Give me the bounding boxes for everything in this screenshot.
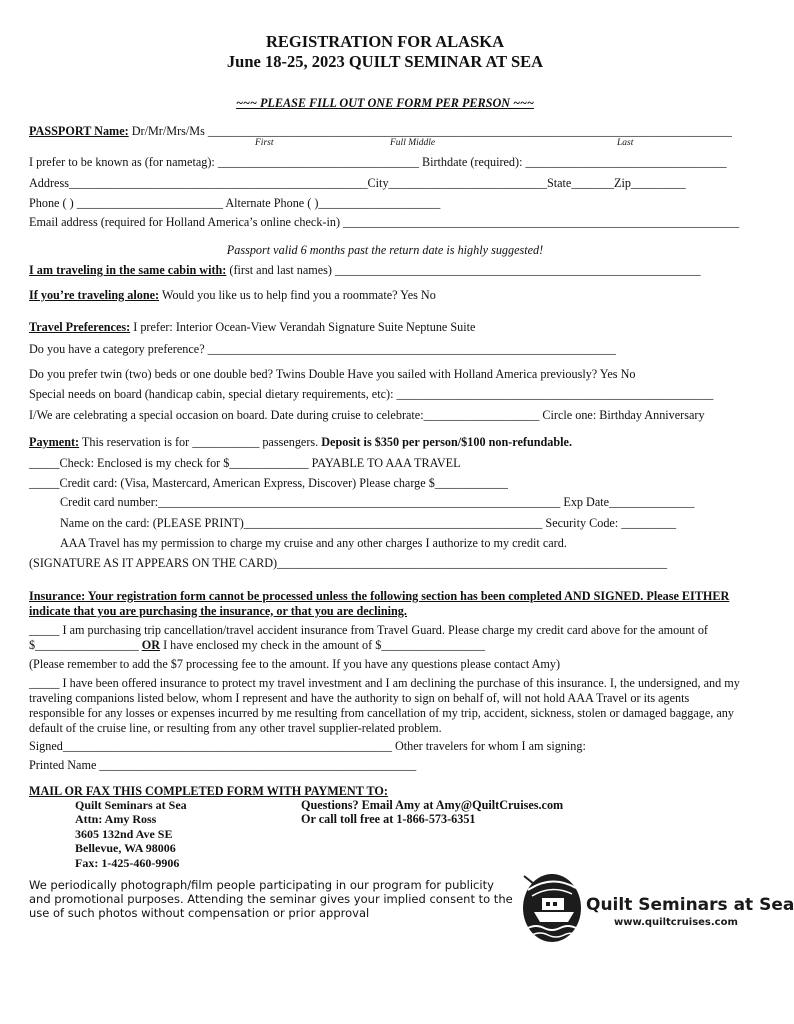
- passport-label: PASSPORT Name:: [29, 124, 129, 138]
- signed-field[interactable]: Signed______________________________________________________ Other travelers for whom I am signing:: [29, 739, 586, 753]
- deposit-text: Deposit is $350 per person/$100 non-refundable.: [321, 435, 573, 449]
- fill-instruction: [0, 96, 770, 110]
- name-hint-middle: Full Middle: [390, 138, 436, 148]
- phone-field[interactable]: Phone ( ) ________________________ Alternate Phone ( )____________________: [29, 196, 441, 210]
- email-text: Email address (required for Holland America’s online check-in) _________________________________________________________________: [29, 215, 740, 229]
- processing-fee-note: (Please remember to add the $7 processing fee to the amount. If you have any questions please contact Amy): [29, 657, 561, 671]
- quilt-seminars-logo: [518, 866, 794, 946]
- travel-preferences[interactable]: [29, 320, 475, 334]
- alone-rest: Would you like us to help find you a roommate? Yes No: [159, 288, 436, 302]
- category-field[interactable]: Do you have a category preference? ___________________________________________________________________: [29, 342, 616, 356]
- roommate-question[interactable]: [29, 288, 436, 302]
- purchase-insurance-option[interactable]: [29, 623, 741, 653]
- payment-passengers[interactable]: [29, 435, 572, 449]
- address-field[interactable]: Address_________________________________________________City__________________________State_______Zip_________: [29, 176, 686, 190]
- passport-note: Passport valid 6 months past the return date is highly suggested!: [226, 243, 544, 257]
- credit-card-option[interactable]: _____Credit card: (Visa, Mastercard, American Express, Discover) Please charge $____________: [29, 476, 508, 490]
- form-title-line2: June 18-25, 2023 QUILT SEMINAR AT SEA: [226, 52, 544, 71]
- permission-statement: AAA Travel has my permission to charge my cruise and any other charges I authorize to my credit card.: [60, 536, 567, 550]
- insurance-label: Insurance:: [29, 589, 86, 603]
- contact-email: Questions? Email Amy at Amy@QuiltCruises.com: [301, 798, 564, 812]
- special-needs-field[interactable]: Special needs on board (handicap cabin, special dietary requirements, etc): ____________________________________________________: [29, 387, 714, 401]
- celebration-field[interactable]: I/We are celebrating a special occasion on board. Date during cruise to celebrate:___________________ Circle one: Birthday Anniversary: [29, 408, 705, 422]
- printed-name-field[interactable]: Printed Name ____________________________________________________: [29, 758, 417, 772]
- check-option[interactable]: _____Check: Enclosed is my check for $_____________ PAYABLE TO AAA TRAVEL: [29, 456, 461, 470]
- cabin-rest: (first and last names) ____________________________________________________________: [226, 263, 701, 277]
- prefs-rest: I prefer: Interior Ocean-View Verandah Signature Suite Neptune Suite: [130, 320, 476, 334]
- form-title-line1: REGISTRATION FOR ALASKA: [265, 32, 505, 51]
- beds-question[interactable]: Do you prefer twin (two) beds or one double bed? Twins Double Have you sailed with Holland America previously? Yes No: [29, 367, 636, 381]
- mail-address: Quilt Seminars at Sea Attn: Amy Ross 3605 132nd Ave SE Bellevue, WA 98006 Fax: 1-425-460-9906: [75, 798, 187, 870]
- logo-name: Quilt Seminars at Sea: [586, 895, 794, 915]
- card-number-field[interactable]: Credit card number:__________________________________________________________________ Exp Date______________: [60, 495, 695, 509]
- name-hint-last: Last: [617, 138, 634, 148]
- fill-instruction-text: ~~~ PLEASE FILL OUT ONE FORM PER PERSON ~~~: [236, 96, 534, 110]
- nametag-birthdate-field[interactable]: I prefer to be known as (for nametag): _________________________________ Birthdate (required): _________________________________: [29, 155, 727, 169]
- name-hint-first: First: [255, 138, 274, 148]
- photo-consent-notice: We periodically photograph/film people participating in our program for publicity and promotional purposes. Attending the seminar gives your implied consent to the use of such photos without compensation or prior approval: [29, 878, 513, 921]
- purchase-text-a: _____ I am purchasing trip cancellation/travel accident insurance from Travel Guard. Please charge my credit card above for the amount of $_________________: [29, 623, 708, 652]
- passport-name-field[interactable]: [29, 124, 732, 138]
- purchase-text-b: I have enclosed my check in the amount of $_________________: [160, 637, 485, 652]
- card-name-field[interactable]: Name on the card: (PLEASE PRINT)_________________________________________________ Security Code: _________: [60, 516, 677, 530]
- insurance-text: Your registration form cannot be processed unless the following section has been completed AND SIGNED. Please EITHER indicate that you are purchasing the insurance, or that you are declining.: [29, 589, 730, 618]
- mail-heading: MAIL OR FAX THIS COMPLETED FORM WITH PAYMENT TO:: [29, 784, 388, 798]
- purchase-or: OR: [141, 637, 161, 652]
- alone-label: If you’re traveling alone:: [29, 288, 160, 302]
- payment-rest: This reservation is for ___________ passengers.: [79, 435, 322, 449]
- logo-url: www.quiltcruises.com: [614, 917, 738, 928]
- decline-insurance-option[interactable]: _____ I have been offered insurance to protect my travel investment and I am declining the purchase of this insurance. I, the undersigned, and my traveling companions listed below, whom I represent and have the authority to sign on behalf of, will not hold AAA Travel or its agents responsible for any losses or expenses incurred by me resulting from cancellation of my trip, accident, sickness, stolen or damaged baggage, any default of the cruise line, or resulting from any other travel supplier-related problem.: [29, 676, 740, 736]
- ship-emblem-icon: [518, 866, 590, 946]
- payment-label: Payment:: [29, 435, 80, 449]
- passport-titles: Dr/Mr/Mrs/Ms ______________________________________________________________________________________: [128, 124, 732, 138]
- prefs-label: Travel Preferences:: [29, 320, 131, 334]
- cabin-label: I am traveling in the same cabin with:: [29, 263, 227, 277]
- card-signature-field[interactable]: (SIGNATURE AS IT APPEARS ON THE CARD)________________________________________________________________: [29, 556, 668, 570]
- email-field[interactable]: [29, 215, 739, 229]
- contact-phone: Or call toll free at 1-866-573-6351: [301, 812, 476, 826]
- cabin-field[interactable]: [29, 263, 701, 277]
- insurance-header: [29, 589, 741, 618]
